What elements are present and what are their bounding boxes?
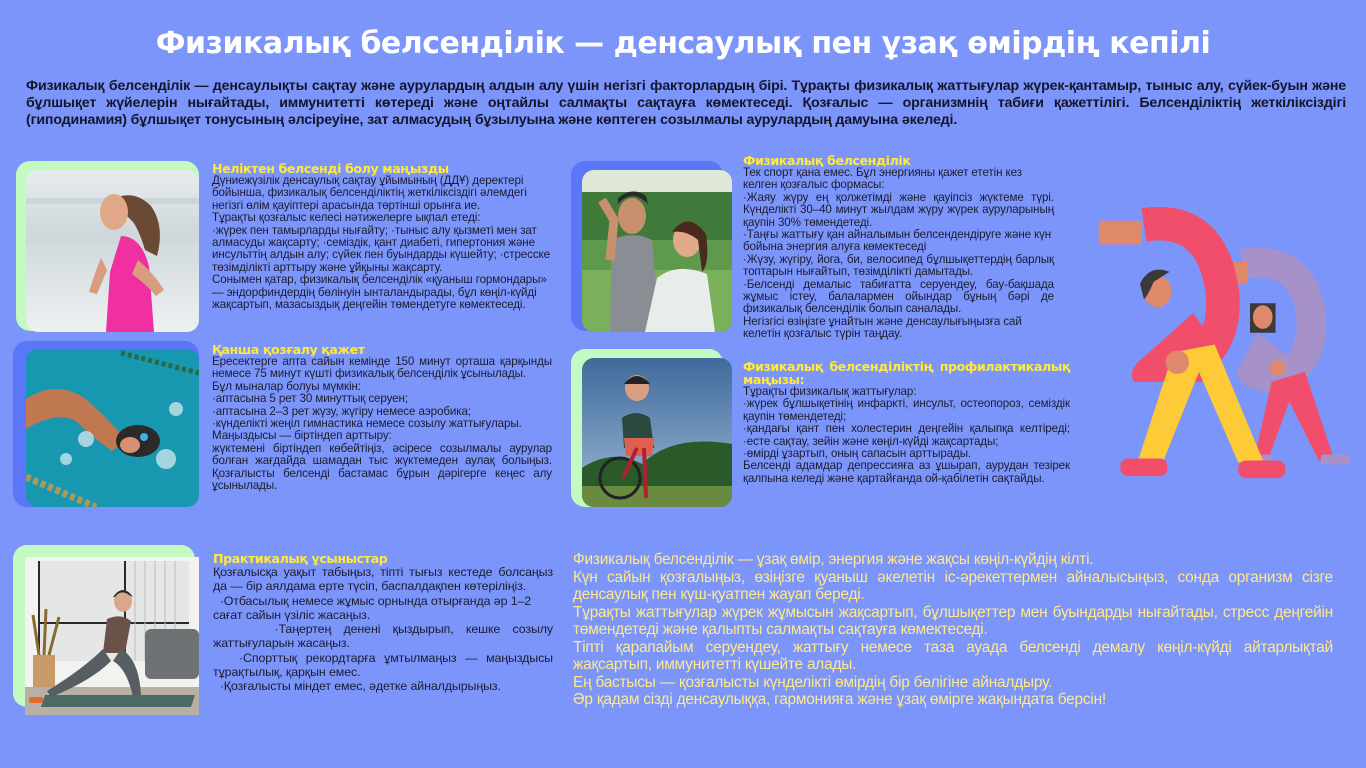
section-text: Бұл мыналар болуы мүмкін: bbox=[212, 379, 361, 393]
section-text: Маңыздысы — біртіндеп арттыру: bbox=[212, 429, 392, 443]
closing-line: Ең бастысы — қозғалысты күнделікті өмірдің бір бөлігіне айналдыру. bbox=[573, 673, 1053, 691]
closing-line: Физикалық белсенділік — ұзақ өмір, энергия және жақсы көңіл-күйдің кілті. bbox=[573, 551, 1094, 568]
section-heading: Қанша қозғалу қажет bbox=[212, 342, 365, 357]
section-how-much bbox=[212, 343, 552, 492]
section-text: ·аптасына 2–3 рет жүзу, жүгіру немесе аэробика; bbox=[212, 404, 471, 418]
section-text: Дүниежүзілік денсаулық сақтау ұйымының (ДДҰ) деректері бойынша, физикалық белсенділіктің жеткіліксіздігі әлемдегі негізгі өлім қауіптері арасында төртінші орынға ие. bbox=[212, 174, 527, 212]
section-practical bbox=[213, 551, 557, 694]
section-text: Тұрақты қозғалыс келесі нәтижелерге ықпал етеді: bbox=[212, 211, 481, 225]
section-text: жүктемені біртіндеп көбейтіңіз, әсіресе созылмалы аурулар болған жағдайда шамадан тыс жүктемеден аулақ болыңыз. Қозғалысты белсенді бастамас бұрын дәрігерге кеңес алу ұсынылады. bbox=[212, 441, 552, 493]
woman-running-photo bbox=[26, 170, 199, 332]
section-text: ·күнделікті жеңіл гимнастика немесе созылу жаттығулары. bbox=[212, 417, 522, 431]
section-text: ·Отбасылық немесе жұмыс орнында отырғанда әр 1–2 сағат сайын үзіліс жасаңыз. bbox=[213, 593, 535, 622]
section-text: Негізгісі өзіңізге ұнайтын және денсаулығыңызға сай келетін қозғалыс түрін таңдау. bbox=[743, 314, 1022, 341]
woman-lunge-photo bbox=[25, 557, 199, 715]
section-text: ·Жүзу, жүгіру, йога, би, велосипед бұлшықеттердің барлық топтарын нығайтып, төзімділікті дамытады. bbox=[743, 252, 1054, 279]
section-text: Ересектерге апта сайын кемінде 150 минут орташа қарқынды немесе 75 минут күшті физикалық белсенділік ұсынылады. bbox=[212, 355, 552, 381]
closing-message bbox=[573, 551, 1333, 709]
section-text: ·Белсенді демалыс табиғатта серуендеу, бау-бақшада жұмыс істеу, балалармен ойындар бұның бәрі де физикалық белсенділік болып саналады. bbox=[743, 277, 1054, 316]
section-text: Тек спорт қана емес. Бұл энергияны қажет ететін кез келген қозғалыс формасы: bbox=[743, 166, 1022, 192]
section-heading: Физикалық белсенділік bbox=[743, 153, 911, 168]
section-text: Сонымен қатар, физикалық белсенділік «қуаныш гормондары» — эндорфиндердің бөлінуін ынталандырады, бұл көңіл-күйді жақсартып, мазасыздық деңгейін төмендетуге көмектеседі. bbox=[212, 273, 547, 312]
section-text: Белсенді адамдар депрессияға аз ұшырап, аурудан тезірек қалпына келеді және қартайғанда ой-қабілетін сақтайды. bbox=[743, 459, 1070, 485]
section-heading: Практикалық ұсыныстар bbox=[213, 551, 388, 566]
section-text: ·Спорттық рекордтарға ұмтылмаңыз — маңыздысы тұрақтылық, қарқын емес. bbox=[213, 650, 557, 680]
section-text: ·жүрек бұлшықетінің инфаркті, инсульт, остеопороз, семіздік қаупін төмендетеді; bbox=[743, 397, 1070, 423]
section-text: ·қандағы қант пен холестерин деңгейін қалыпқа келтіреді; ·есте сақтау, зейін және көңіл-күйді жақсартады; bbox=[743, 422, 1070, 448]
section-why bbox=[212, 162, 556, 311]
page-title: Физикалық белсенділік — денсаулық пен ұзақ өмірдің кепілі bbox=[155, 26, 1211, 61]
section-heading: Неліктен белсенді болу маңызды bbox=[212, 161, 449, 176]
section-text: Тұрақты физикалық жаттығулар: bbox=[743, 385, 917, 398]
intro-paragraph: Физикалық белсенділік — денсаулықты сақтау және аурулардың алдын алу үшін негізгі факторлардың бірі. Тұрақты физикалық жаттығулар жүрек-қантамыр, тыныс алу, сүйек-буын және бұлшықет жүйелерін нығайтады, иммунитетті көтереді және оңтайлы салмақты сақтауға көмектеседі. Қозғалыс — организмнің табиғи қажеттілігі. Белсенділіктің жеткіліксіздігі (гиподинамия) бұлшықет тонусының әлсіреуіне, зат алмасудың бұзылуына және көптеген созылмалы аурулардың дамуына әкеледі. bbox=[26, 78, 1346, 128]
section-text: Қозғалысқа уақыт табыңыз, тіпті тығыз кестеде болсаңыз да — бір аялдама ерте түсіп, баспалдақпен көтеріліңіз. bbox=[213, 565, 553, 594]
swimmer-photo bbox=[26, 349, 199, 507]
section-text: ·Қозғалысты міндет емес, әдетке айналдырыңыз. bbox=[213, 679, 501, 694]
section-text: ·аптасына 5 рет 30 минуттық серуен; bbox=[212, 392, 408, 406]
section-text: ·Жаяу жүру ең қолжетімді және қауіпсіз жүктеме түрі. Күнделікті 30–40 минут жылдам жүру жүрек ауруларының қаупін 30% төмендетеді. bbox=[743, 190, 1054, 229]
closing-line: Күн сайын қозғалыңыз, өзіңізге қуаныш әкелетін іс-әрекеттермен айналысыңыз, сонда организм сізге денсаулық пен күш-қуатпен жауап береді. bbox=[573, 568, 1333, 603]
closing-line: Тіпті қарапайым серуендеу, жаттығу немесе таза ауада белсенді демалу көңіл-күйді айтарлықтай жақсартып, иммунитетті күшейте алады. bbox=[573, 638, 1333, 673]
section-activity bbox=[743, 154, 1054, 341]
closing-line: Әр қадам сізді денсаулыққа, гармонияға және ұзақ өмірге жақындата берсін! bbox=[573, 691, 1106, 708]
section-prevention bbox=[743, 360, 1070, 485]
two-people-stretching-illustration bbox=[1085, 205, 1360, 490]
section-text: ·Таңертең денені қыздырып, кешке созылу жаттығуларын жасаңыз. bbox=[213, 622, 557, 651]
cyclist-photo bbox=[582, 358, 732, 507]
section-heading: Физикалық белсенділіктің профилактикалық маңызы: bbox=[743, 359, 1070, 387]
section-text: ·Таңғы жаттығу қан айналымын белсендендіруге және күн бойына энергия алуға көмектеседі bbox=[743, 228, 1052, 254]
couple-stretching-photo bbox=[582, 170, 732, 332]
section-text: ·жүрек пен тамырларды нығайту; ·тыныс алу қызметі мен зат алмасуды жақсарту; ·семіздік, қант диабеті, гипертония және инсульттің алдын алу; сүйек пен буындарды күшейту; ·стресске төзімділікті арттыру және ұйқыны жақсарту. bbox=[212, 223, 550, 274]
section-text: ·өмірді ұзартып, оның сапасын арттырады. bbox=[743, 447, 972, 461]
closing-line: Тұрақты жаттығулар жүрек жұмысын жақсартып, бұлшықеттер мен буындарды нығайтады, стресс деңгейін төмендетеді және қалыпты салмақты сақтауға көмектеседі. bbox=[573, 603, 1333, 638]
